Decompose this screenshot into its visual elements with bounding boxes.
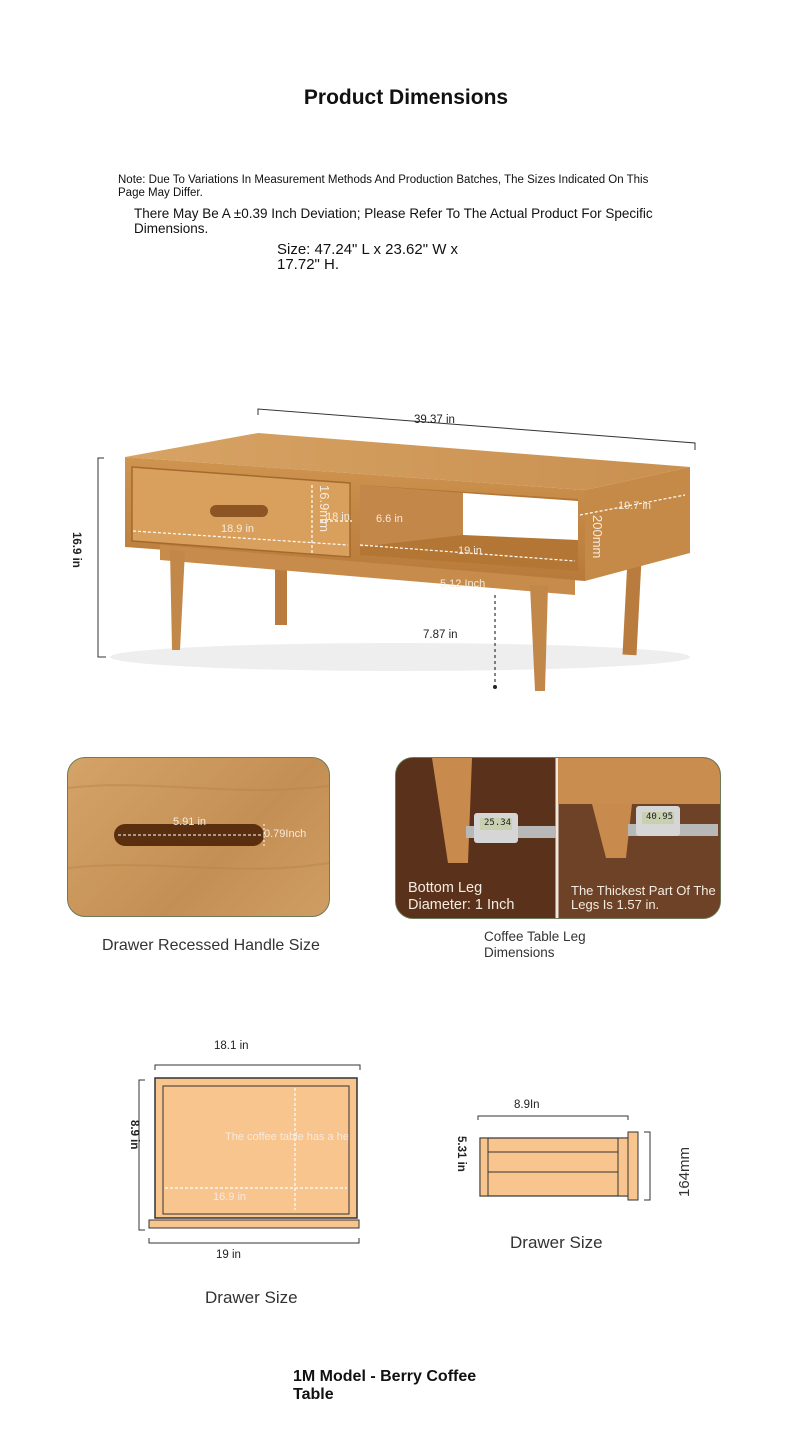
handle-width-label: 0.79Inch [264, 828, 307, 840]
size-text: Size: 47.24" L x 23.62" W x 17.72" H. [277, 241, 459, 273]
caliper-left-reading: 25.34 [484, 818, 512, 828]
drawer-side-width-label: 8.9In [514, 1099, 540, 1111]
leg-caption: Coffee Table Leg Dimensions [484, 929, 586, 960]
height-label: 16.9 in [70, 532, 82, 568]
drawer-side-front [628, 1132, 638, 1200]
deviation-note: There May Be A ±0.39 Inch Deviation; Please Refer To The Actual Product For Specific Dimensions. [134, 206, 653, 236]
drawer-inner-width-label: 16.9 in [213, 1191, 247, 1203]
leg-thick-text: The Thickest Part Of The Legs Is 1.57 in. [571, 883, 716, 912]
drawer-side-height-label: 5.31 in [455, 1136, 467, 1172]
drawer-side-front-height-label: 164mm [676, 1146, 693, 1197]
shelf-height-label: 6.6 in [376, 513, 403, 525]
apron-label: 5.12 Inch [440, 578, 486, 590]
drawer-side-caption: Drawer Size [510, 1233, 603, 1252]
drawer-side-body [480, 1138, 630, 1196]
drawer-top-height-label: 8.9 in [128, 1120, 140, 1150]
handle-length-label: 5.91 in [173, 816, 207, 828]
side-depth-label: 19.7 in [618, 500, 652, 512]
drawer-depth-label: 18 in [326, 511, 350, 523]
drawer-top-diagram [125, 1060, 370, 1250]
back-leg-left [275, 565, 287, 625]
drawer-width-label: 18.9 in [221, 523, 255, 535]
drawer-top-width-label: 18.1 in [214, 1040, 249, 1052]
model-name: 1M Model - Berry Coffee Table [293, 1368, 477, 1403]
drawer-overlay-text: The coffee table has a he [225, 1131, 349, 1143]
front-leg-right [530, 585, 548, 691]
clearance-label: 7.87 in [423, 629, 458, 641]
drawer-side-diagram [460, 1110, 685, 1205]
side-height-label: 200mm [590, 515, 605, 559]
leg-bottom-text: Bottom Leg Diameter: 1 Inch [408, 880, 515, 913]
width-label: 39.37 in [414, 414, 455, 426]
caliper-right-reading: 40.95 [646, 812, 674, 822]
drawer-front-board [149, 1220, 359, 1228]
handle-caption: Drawer Recessed Handle Size [102, 937, 320, 954]
variation-note: Note: Due To Variations In Measurement Methods And Production Batches, The Sizes Indicated On This Page May Differ. [118, 174, 649, 199]
drawer-handle [210, 505, 268, 517]
page-title: Product Dimensions [303, 86, 509, 109]
front-leg-left [170, 550, 185, 650]
shelf-width-label: 19 in [458, 545, 482, 557]
drawer-height-label: 16.9mm [317, 485, 332, 532]
drawer-bottom-width-label: 19 in [216, 1249, 241, 1261]
coffee-table-illustration [0, 395, 790, 700]
drawer-top-caption: Drawer Size [205, 1288, 298, 1307]
